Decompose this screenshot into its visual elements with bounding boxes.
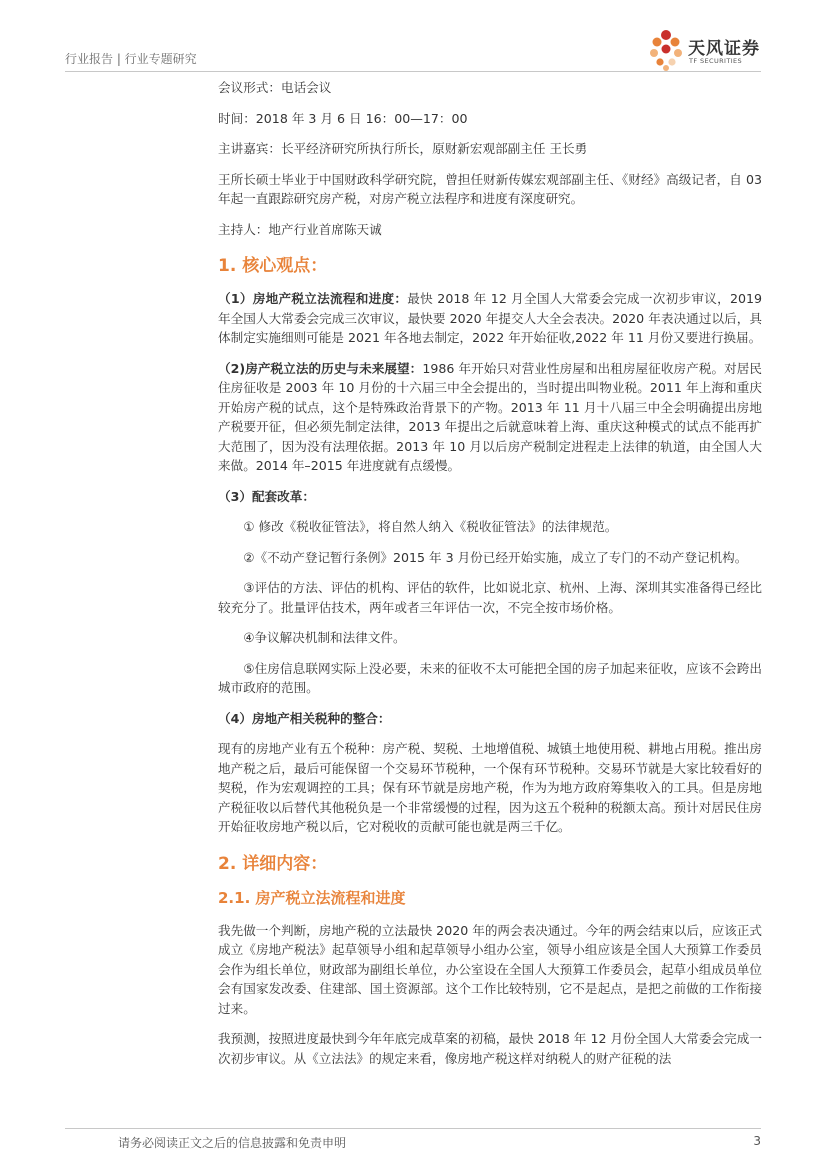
page-number: 3 [753,1134,761,1148]
point-1-label: （1）房地产税立法流程和进度： [218,291,408,306]
meeting-format: 会议形式：电话会议 [218,80,332,95]
company-logo [648,28,768,72]
header-breadcrumb: 行业报告 | 行业专题研究 [65,52,197,66]
header-divider [65,71,761,72]
point-2 [218,359,762,476]
section-1-title: 1. 核心观点： [218,256,328,276]
section-2-title: 2. 详细内容： [218,853,328,874]
meeting-speaker: 主讲嘉宾：长平经济研究所执行所长，原财新宏观部副主任 王长勇 [218,141,588,156]
list-item: ②《不动产登记暂行条例》2015 年 3 月份已经开始实施，成立了专门的不动产登记机构。 [243,549,748,565]
list-item: ④争议解决机制和法律文件。 [243,630,406,645]
list-item: ③评估的方法、评估的机构、评估的软件，比如说北京、杭州、上海、深圳其实准备得已经比较充分了。批量评估技术，两年或者三年评估一次，不完全按市场价格。 [218,580,762,615]
detail-paragraph-2: 我预测，按照进度最快到今年年底完成草案的初稿，最快 2018 年 12 月份全国人大常委会完成一次初步审议。从《立法法》的规定来看，像房地产税这样对纳税人的财产征税的法 [218,1031,762,1066]
list-item: ⑤住房信息联网实际上没必要，未来的征收不太可能把全国的房子加起来征收，应该不会跨出城市政府的范围。 [218,660,762,695]
point-1 [218,289,762,348]
point-4-label: （4）房地产相关税种的整合： [218,710,391,726]
section-2-1-title: 2.1. 房产税立法流程和进度 [218,888,406,907]
speaker-bio: 王所长硕士毕业于中国财政科学研究院，曾担任财新传媒宏观部副主任、《财经》高级记者，自 03 年起一直跟踪研究房产税，对房产税立法程序和进度有深度研究。 [218,171,762,206]
logo-text-en: TF SECURITIES [689,57,743,65]
logo-mark-icon [648,28,684,72]
meeting-time: 时间：2018 年 3 月 6 日 16：00—17：00 [218,110,468,126]
logo-text-cn: 天风证券 [688,39,760,59]
list-item: ① 修改《税收征管法》，将自然人纳入《税收征管法》的法律规范。 [243,519,618,534]
point-3-label: （3）配套改革： [218,488,315,504]
point-1-text: 最快 2018 年 12 月全国人大常委会完成一次初步审议，2019 年全国人大常委会完成三次审议，最快要 2020 年提交人大全会表决。2020 年表决通过以后，具体制定实施细则可能是 2021 年各地去制定，2022 年开始征收,2022 年 11 月份又要进行换届。 [218,291,763,345]
footer-disclaimer: 请务必阅读正文之后的信息披露和免责申明 [118,1136,347,1150]
point-2-text: 1986 年开始只对营业性房屋和出租房屋征收房产税。对居民住房征收是 2003 年 10 月份的十六届三中全会提出的，当时提出叫物业税。2011 年上海和重庆开始房产税的试点，这个是特殊政治背景下的产物。2013 年 11 月十八届三中全会明确提出房地产税要开征，但必须先制定法律，2013 年提出之后就意味着上海、重庆这种模式的试点不能再扩大范围了，因为没有法理依据。2013 年 10 月以后房产税制定进程走上法律的轨道，由全国人大来做。2014 年–2015 年进度就有点缓慢。 [218,360,762,473]
point-4-text: 现有的房地产业有五个税种：房产税、契税、土地增值税、城镇土地使用税、耕地占用税。推出房地产税之后，最后可能保留一个交易环节税种，一个保有环节税种。交易环节就是大家比较看好的契税，作为宏观调控的工具；保有环节就是房地产税，作为为地方政府筹集收入的工具。但是房地产税征收以后替代其他税负是一个非常缓慢的过程，因为这五个税种的税额太高。预计对居民住房开始征收房地产税以后，它对税收的贡献可能也就是两三千亿。 [218,741,762,834]
meeting-host: 主持人：地产行业首席陈天诚 [218,221,382,237]
main-content [218,78,762,1068]
detail-paragraph-1: 我先做一个判断，房地产税的立法最快 2020 年的两会表决通过。今年的两会结束以后，应该正式成立《房地产税法》起草领导小组和起草领导小组办公室，领导小组应该是全国人大预算工作委员会作为组长单位，财政部为副组长单位，办公室设在全国人大预算工作委员会，起草小组成员单位会有国家发改委、住建部、国土资源部。这个工作比较特别，它不是起点，是把之前做的工作衔接过来。 [218,922,762,1016]
footer-divider [65,1128,761,1129]
point-2-label: （2)房产税立法的历史与未来展望： [218,360,423,376]
